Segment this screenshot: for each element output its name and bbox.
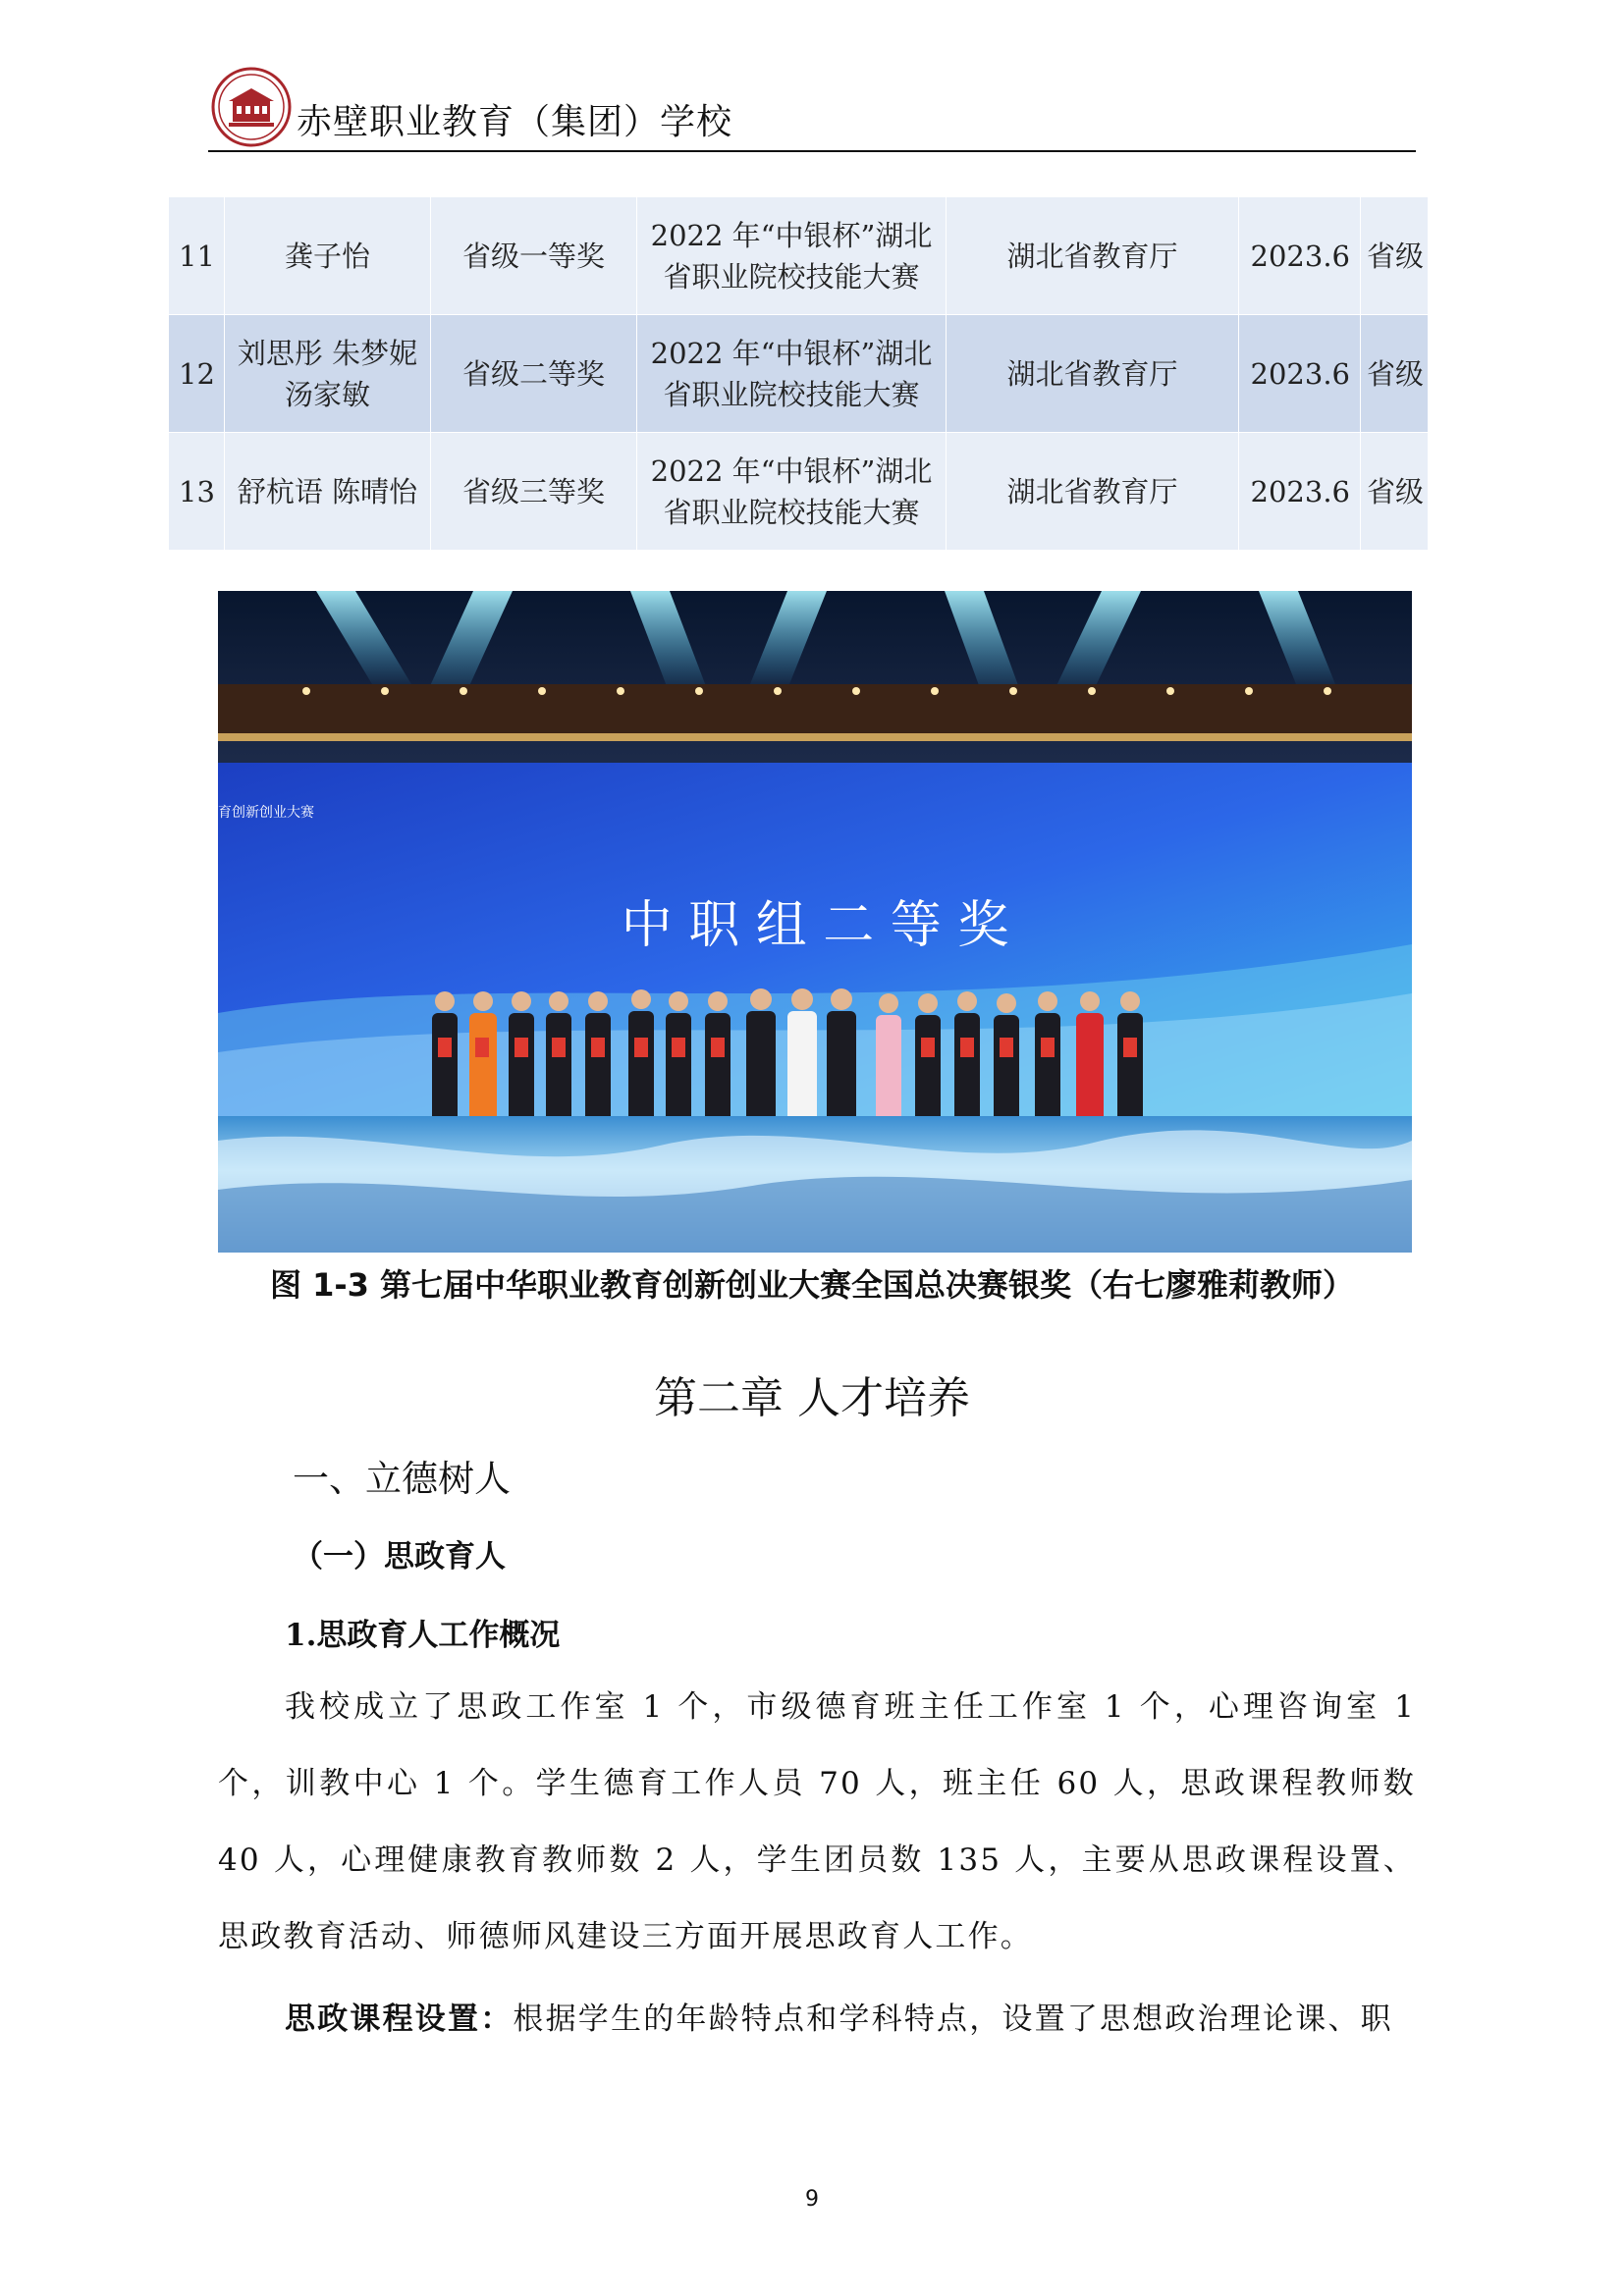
paragraph-text: 根据学生的年龄特点和学科特点，设置了思想政治理论课、职 [513,2002,1393,2037]
award-level: 省级二等奖 [431,315,637,433]
competition-name [637,197,947,315]
school-logo [211,67,292,147]
award-scope: 省级 [1361,197,1429,315]
header-divider [208,150,1416,152]
school-name: 赤壁职业教育（集团）学校 [297,102,733,142]
competition-line: 2022 年“中银杯”湖北 [650,218,933,252]
award-ceremony-photo [218,591,1412,1253]
subsection-title: （一）思政育人 [293,1539,506,1575]
item-title: 1.思政育人工作概况 [285,1618,561,1653]
table-row [169,197,1429,315]
award-table [168,196,1429,551]
section-title: 一、立德树人 [293,1458,511,1500]
row-number: 13 [169,433,225,551]
award-date: 2023.6 [1239,197,1361,315]
competition-line: 2022 年“中银杯”湖北 [650,336,933,370]
student-names [225,433,431,551]
table-row [169,315,1429,433]
competition-line: 2022 年“中银杯”湖北 [650,454,933,488]
competition-name [637,315,947,433]
student-names [225,315,431,433]
student-names [225,197,431,315]
screen-corner-text: 育创新创业大赛 [218,805,314,821]
award-scope: 省级 [1361,433,1429,551]
competition-name [637,433,947,551]
body-paragraph [218,1981,1416,2057]
organizer: 湖北省教育厅 [947,197,1239,315]
competition-line: 省职业院校技能大赛 [663,495,920,529]
figure-caption: 图 1-3 第七届中华职业教育创新创业大赛全国总决赛银奖（右七廖雅莉教师） [269,1266,1355,1304]
table-row [169,433,1429,551]
chapter-title: 第二章 人才培养 [654,1373,970,1423]
student-name-line: 龚子怡 [284,239,370,273]
student-name-line: 刘思彤 朱梦妮 [237,336,418,370]
award-level: 省级一等奖 [431,197,637,315]
student-name-line: 舒杭语 陈晴怡 [237,474,418,508]
competition-line: 省职业院校技能大赛 [663,259,920,294]
body-paragraph: 我校成立了思政工作室 1 个，市级德育班主任工作室 1 个，心理咨询室 1 个，训教中心 1 个。学生德育工作人员 70 人，班主任 60 人，思政课程教师数 40 人，心理健康教育教师数 2 人，学生团员数 135 人，主要从思政课程设置、思政教育活动、师德师风建设三方面开展思政育人工作。 [218,1689,1416,1954]
award-scope: 省级 [1361,315,1429,433]
organizer: 湖北省教育厅 [947,433,1239,551]
award-date: 2023.6 [1239,433,1361,551]
screen-title: 中 职 组 二 等 奖 [621,896,1009,955]
row-number: 11 [169,197,225,315]
award-level: 省级三等奖 [431,433,637,551]
award-date: 2023.6 [1239,315,1361,433]
student-name-line: 汤家敏 [284,377,370,411]
paragraph-label: 思政课程设置： [285,2002,514,2037]
row-number: 12 [169,315,225,433]
page-number: 9 [805,2187,819,2212]
competition-line: 省职业院校技能大赛 [663,377,920,411]
organizer: 湖北省教育厅 [947,315,1239,433]
